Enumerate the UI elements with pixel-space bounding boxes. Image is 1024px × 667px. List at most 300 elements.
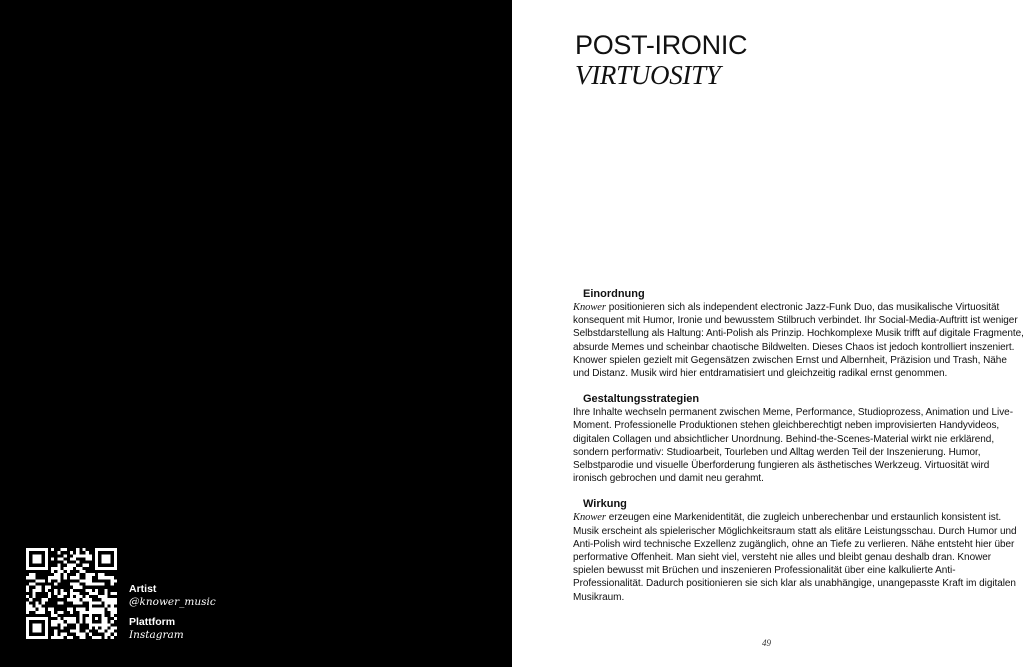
qr-module — [95, 601, 98, 604]
qr-module — [67, 608, 70, 611]
qr-module — [70, 598, 73, 601]
qr-module — [29, 608, 32, 611]
qr-module — [54, 589, 57, 592]
qr-module — [79, 636, 82, 639]
qr-module — [54, 620, 57, 623]
qr-module — [89, 626, 92, 629]
platform-value: Instagram — [129, 629, 184, 641]
qr-module — [98, 583, 101, 586]
qr-module — [89, 604, 92, 607]
qr-module — [79, 595, 82, 598]
qr-module — [89, 592, 92, 595]
paragraph-text: Ihre Inhalte wechseln permanent zwischen Meme, Performance, Studioprozess, Animation und Live-Moment. Professionelle Produktionen stehen gleichberechtigt neben improvisierten Handyvideos, digitalen Collagen und absichtlicher Unordnung. Behind-the-Scenes-Material wirkt nie erklärend, sondern performativ: Studioarbeit, Tourleben und Alltag werden Teil der Inszenierung. Humor, Selbstparodie und visuelle Überforderung fungieren als ästhetisches Werkzeug. Virtuosität wird ironisch gebrochen und damit neu gerahmt. — [573, 407, 1013, 485]
qr-module — [73, 583, 76, 586]
qr-module — [54, 583, 57, 586]
qr-module — [89, 620, 92, 623]
qr-module — [54, 592, 57, 595]
qr-module — [48, 595, 51, 598]
qr-module — [51, 557, 54, 560]
qr-module — [89, 557, 92, 560]
qr-module — [104, 617, 107, 620]
artist-meta — [129, 583, 216, 649]
qr-module — [98, 576, 101, 579]
qr-module — [45, 598, 48, 601]
qr-module — [26, 630, 29, 633]
qr-module — [89, 576, 92, 579]
qr-module — [73, 630, 76, 633]
qr-module — [32, 567, 35, 570]
qr-module — [101, 617, 104, 620]
qr-module — [54, 576, 57, 579]
qr-module — [57, 551, 60, 554]
qr-module — [79, 567, 82, 570]
qr-module — [111, 620, 114, 623]
qr-module — [86, 617, 89, 620]
qr-module — [26, 604, 29, 607]
qr-module — [54, 630, 57, 633]
qr-module — [89, 614, 92, 617]
qr-module — [108, 548, 111, 551]
qr-module — [70, 611, 73, 614]
emphasis-name: Knower — [573, 512, 606, 524]
qr-module — [79, 620, 82, 623]
qr-module — [45, 626, 48, 629]
qr-module — [101, 608, 104, 611]
qr-module — [26, 586, 29, 589]
qr-module — [61, 626, 64, 629]
qr-module — [70, 630, 73, 633]
qr-module — [76, 626, 79, 629]
qr-module — [54, 573, 57, 576]
qr-module — [29, 548, 32, 551]
qr-module — [104, 567, 107, 570]
qr-module — [101, 626, 104, 629]
qr-module — [108, 630, 111, 633]
qr-module — [64, 576, 67, 579]
qr-module — [32, 608, 35, 611]
qr-module — [111, 614, 114, 617]
qr-module — [79, 617, 82, 620]
qr-module — [104, 557, 107, 560]
qr-module — [104, 548, 107, 551]
qr-module — [114, 611, 117, 614]
qr-module — [57, 611, 60, 614]
qr-module — [95, 583, 98, 586]
qr-module — [95, 589, 98, 592]
qr-module — [39, 567, 42, 570]
qr-module — [111, 598, 114, 601]
qr-module — [108, 623, 111, 626]
qr-module — [48, 576, 51, 579]
qr-module — [89, 583, 92, 586]
qr-module — [114, 633, 117, 636]
qr-module — [61, 611, 64, 614]
qr-module — [57, 617, 60, 620]
qr-module — [26, 567, 29, 570]
qr-module — [26, 589, 29, 592]
qr-module — [29, 617, 32, 620]
qr-module — [39, 626, 42, 629]
qr-module — [57, 567, 60, 570]
qr-module — [92, 601, 95, 604]
qr-module — [70, 592, 73, 595]
qr-module — [95, 626, 98, 629]
qr-module — [108, 576, 111, 579]
qr-module — [76, 630, 79, 633]
qr-module — [104, 576, 107, 579]
emphasis-name: Knower — [573, 302, 606, 313]
qr-module — [26, 576, 29, 579]
qr-module — [51, 576, 54, 579]
qr-module — [73, 617, 76, 620]
qr-module — [95, 592, 98, 595]
section-einordnung — [573, 287, 1024, 380]
qr-module — [26, 595, 29, 598]
qr-module — [111, 608, 114, 611]
qr-module — [108, 554, 111, 557]
qr-module — [86, 576, 89, 579]
qr-module — [86, 554, 89, 557]
qr-module — [114, 557, 117, 560]
qr-module — [86, 551, 89, 554]
qr-module — [64, 633, 67, 636]
qr-module — [70, 583, 73, 586]
qr-module — [101, 630, 104, 633]
body-text-column — [573, 287, 1024, 616]
qr-module — [64, 554, 67, 557]
qr-module — [76, 573, 79, 576]
qr-module — [111, 601, 114, 604]
qr-module — [73, 554, 76, 557]
qr-module — [64, 617, 67, 620]
qr-module — [92, 611, 95, 614]
qr-module — [86, 630, 89, 633]
qr-module — [32, 557, 35, 560]
qr-module — [57, 576, 60, 579]
qr-module — [95, 554, 98, 557]
qr-code-icon[interactable] — [26, 548, 117, 639]
qr-module — [26, 554, 29, 557]
qr-module — [35, 589, 38, 592]
qr-module — [51, 570, 54, 573]
qr-module — [35, 636, 38, 639]
qr-module — [104, 554, 107, 557]
qr-module — [98, 548, 101, 551]
qr-module — [39, 554, 42, 557]
qr-module — [67, 598, 70, 601]
qr-module — [95, 623, 98, 626]
qr-module — [73, 557, 76, 560]
qr-module — [70, 617, 73, 620]
qr-module — [70, 567, 73, 570]
qr-module — [104, 604, 107, 607]
qr-module — [29, 567, 32, 570]
qr-module — [114, 554, 117, 557]
qr-module — [42, 579, 45, 582]
qr-module — [95, 611, 98, 614]
qr-module — [29, 598, 32, 601]
qr-module — [111, 626, 114, 629]
qr-module — [98, 567, 101, 570]
qr-module — [104, 633, 107, 636]
qr-module — [92, 636, 95, 639]
qr-module — [76, 601, 79, 604]
qr-module — [67, 567, 70, 570]
qr-module — [29, 573, 32, 576]
qr-module — [42, 567, 45, 570]
qr-module — [35, 554, 38, 557]
qr-module — [114, 608, 117, 611]
qr-module — [101, 557, 104, 560]
qr-module — [70, 620, 73, 623]
qr-module — [57, 564, 60, 567]
qr-module — [61, 636, 64, 639]
qr-module — [104, 598, 107, 601]
qr-module — [76, 586, 79, 589]
qr-module — [92, 608, 95, 611]
qr-module — [89, 611, 92, 614]
qr-module — [35, 623, 38, 626]
qr-module — [29, 583, 32, 586]
qr-module — [98, 573, 101, 576]
qr-module — [32, 592, 35, 595]
qr-module — [73, 620, 76, 623]
title-line-1: POST-IRONIC — [575, 30, 748, 60]
qr-module — [73, 576, 76, 579]
qr-module — [51, 608, 54, 611]
qr-module — [111, 567, 114, 570]
section-wirkung — [573, 497, 1024, 603]
qr-module — [35, 604, 38, 607]
qr-module — [42, 601, 45, 604]
qr-module — [61, 557, 64, 560]
qr-module — [45, 557, 48, 560]
qr-module — [48, 579, 51, 582]
qr-module — [51, 636, 54, 639]
qr-module — [89, 608, 92, 611]
qr-module — [76, 608, 79, 611]
qr-module — [73, 586, 76, 589]
qr-module — [98, 636, 101, 639]
qr-module — [104, 636, 107, 639]
page-number: 49 — [762, 638, 771, 648]
qr-module — [104, 626, 107, 629]
qr-module — [114, 592, 117, 595]
qr-module — [42, 608, 45, 611]
qr-module — [26, 626, 29, 629]
qr-module — [101, 548, 104, 551]
qr-module — [70, 551, 73, 554]
qr-module — [26, 611, 29, 614]
qr-module — [26, 623, 29, 626]
qr-module — [111, 611, 114, 614]
qr-module — [104, 601, 107, 604]
qr-module — [48, 586, 51, 589]
qr-module — [45, 620, 48, 623]
qr-module — [26, 601, 29, 604]
qr-module — [61, 589, 64, 592]
qr-module — [45, 551, 48, 554]
qr-module — [82, 548, 85, 551]
qr-module — [82, 570, 85, 573]
qr-module — [61, 548, 64, 551]
qr-module — [45, 633, 48, 636]
qr-module — [54, 623, 57, 626]
qr-module — [86, 579, 89, 582]
qr-module — [26, 548, 29, 551]
qr-module — [114, 548, 117, 551]
qr-module — [32, 576, 35, 579]
qr-module — [42, 611, 45, 614]
qr-module — [35, 567, 38, 570]
qr-module — [82, 579, 85, 582]
qr-module — [95, 636, 98, 639]
title-line-2: VIRTUOSITY — [575, 60, 721, 90]
qr-module — [61, 601, 64, 604]
qr-module — [35, 630, 38, 633]
qr-module — [32, 589, 35, 592]
qr-module — [89, 554, 92, 557]
qr-module — [101, 620, 104, 623]
qr-module — [104, 595, 107, 598]
qr-module — [98, 601, 101, 604]
qr-module — [104, 589, 107, 592]
paragraph-text: erzeugen eine Markenidentität, die zugleich unberechenbar und erstaunlich konsistent ist. Musik erscheint als spielerischer Möglichkeitsraum statt als elitäre Leistungsschau. Durch Humor und Anti-Polish wird technische Exzellenz zugänglich, ohne an Tiefe zu verlieren. Nähe entsteht hier über performative Offenheit. Man sieht viel, versteht nie alles und bleibt genau deshalb dran. Knower spielen bewusst mit Brüchen und inszenieren Professionalität über eine kalkulierte Anti-Professionalität. Dadurch positionieren sie sich klar als unabhängige, unangepasste Kraft im digitalen Musikraum. — [573, 512, 1017, 603]
qr-module — [64, 623, 67, 626]
qr-module — [82, 611, 85, 614]
qr-module — [51, 620, 54, 623]
qr-module — [35, 579, 38, 582]
qr-module — [57, 557, 60, 560]
qr-module — [48, 592, 51, 595]
qr-module — [29, 604, 32, 607]
artist-handle: @knower_music — [129, 596, 216, 608]
qr-module — [42, 548, 45, 551]
qr-module — [79, 586, 82, 589]
qr-module — [89, 633, 92, 636]
qr-module — [86, 573, 89, 576]
qr-module — [35, 626, 38, 629]
qr-module — [26, 633, 29, 636]
right-page — [512, 0, 1024, 667]
qr-module — [57, 570, 60, 573]
qr-module — [101, 567, 104, 570]
qr-module — [61, 595, 64, 598]
qr-module — [111, 604, 114, 607]
qr-module — [111, 583, 114, 586]
qr-module — [89, 573, 92, 576]
qr-module — [114, 564, 117, 567]
section-paragraph — [573, 511, 1024, 603]
qr-module — [95, 617, 98, 620]
qr-module — [76, 598, 79, 601]
qr-module — [61, 620, 64, 623]
qr-module — [39, 548, 42, 551]
qr-module — [29, 636, 32, 639]
qr-module — [26, 636, 29, 639]
qr-module — [51, 623, 54, 626]
qr-module — [114, 567, 117, 570]
qr-module — [51, 611, 54, 614]
qr-module — [48, 608, 51, 611]
qr-module — [61, 592, 64, 595]
qr-module — [86, 598, 89, 601]
qr-module — [89, 623, 92, 626]
qr-module — [79, 633, 82, 636]
qr-module — [95, 561, 98, 564]
qr-module — [57, 579, 60, 582]
qr-module — [101, 614, 104, 617]
qr-module — [104, 623, 107, 626]
qr-module — [70, 595, 73, 598]
qr-module — [79, 579, 82, 582]
qr-module — [61, 633, 64, 636]
qr-module — [26, 620, 29, 623]
qr-module — [70, 557, 73, 560]
qr-module — [64, 548, 67, 551]
qr-module — [39, 579, 42, 582]
qr-module — [39, 611, 42, 614]
qr-module — [70, 576, 73, 579]
qr-module — [108, 567, 111, 570]
qr-module — [79, 601, 82, 604]
qr-module — [98, 608, 101, 611]
qr-module — [35, 586, 38, 589]
paragraph-text: positionieren sich als independent electronic Jazz-Funk Duo, das musikalische Virtuosität konsequent mit Humor, Ironie und bewusstem Stilbruch verbindet. Ihr Social-Media-Auftritt ist weniger Selbstdarstellung als Haltung: Anti-Polish als Prinzip. Hochkomplexe Musik trifft auf digitale Fragmente, absurde Memes und scheinbar chaotische Bildwelten. Dieses Chaos ist jedoch kontrolliert inszeniert. Knower spielen gezielt mit Gegensätzen zwischen Ernst und Albernheit, Präzision und Trash, Nähe und Distanz. Musik wird hier entdramatisiert und gleichzeitig radikal ernst genommen. — [573, 302, 1024, 380]
qr-module — [76, 595, 79, 598]
qr-module — [104, 561, 107, 564]
qr-module — [92, 623, 95, 626]
qr-module — [67, 570, 70, 573]
qr-module — [101, 576, 104, 579]
qr-module — [114, 579, 117, 582]
qr-module — [67, 636, 70, 639]
qr-module — [26, 608, 29, 611]
qr-module — [26, 557, 29, 560]
qr-module — [45, 617, 48, 620]
section-gestaltungsstrategien — [573, 392, 1024, 485]
qr-module — [39, 604, 42, 607]
qr-module — [104, 620, 107, 623]
qr-module — [86, 557, 89, 560]
qr-module — [42, 617, 45, 620]
qr-module — [114, 561, 117, 564]
qr-module — [39, 557, 42, 560]
qr-module — [108, 608, 111, 611]
qr-module — [114, 617, 117, 620]
qr-module — [45, 548, 48, 551]
qr-module — [39, 636, 42, 639]
qr-module — [108, 633, 111, 636]
qr-module — [45, 567, 48, 570]
qr-module — [54, 636, 57, 639]
qr-module — [79, 614, 82, 617]
qr-module — [101, 611, 104, 614]
qr-module — [45, 623, 48, 626]
qr-module — [73, 564, 76, 567]
qr-module — [67, 617, 70, 620]
qr-module — [45, 630, 48, 633]
qr-module — [95, 608, 98, 611]
qr-module — [89, 598, 92, 601]
qr-module — [42, 598, 45, 601]
qr-module — [101, 583, 104, 586]
qr-module — [95, 548, 98, 551]
qr-module — [82, 564, 85, 567]
qr-module — [86, 595, 89, 598]
artist-label: Artist — [129, 583, 157, 595]
qr-module — [32, 623, 35, 626]
